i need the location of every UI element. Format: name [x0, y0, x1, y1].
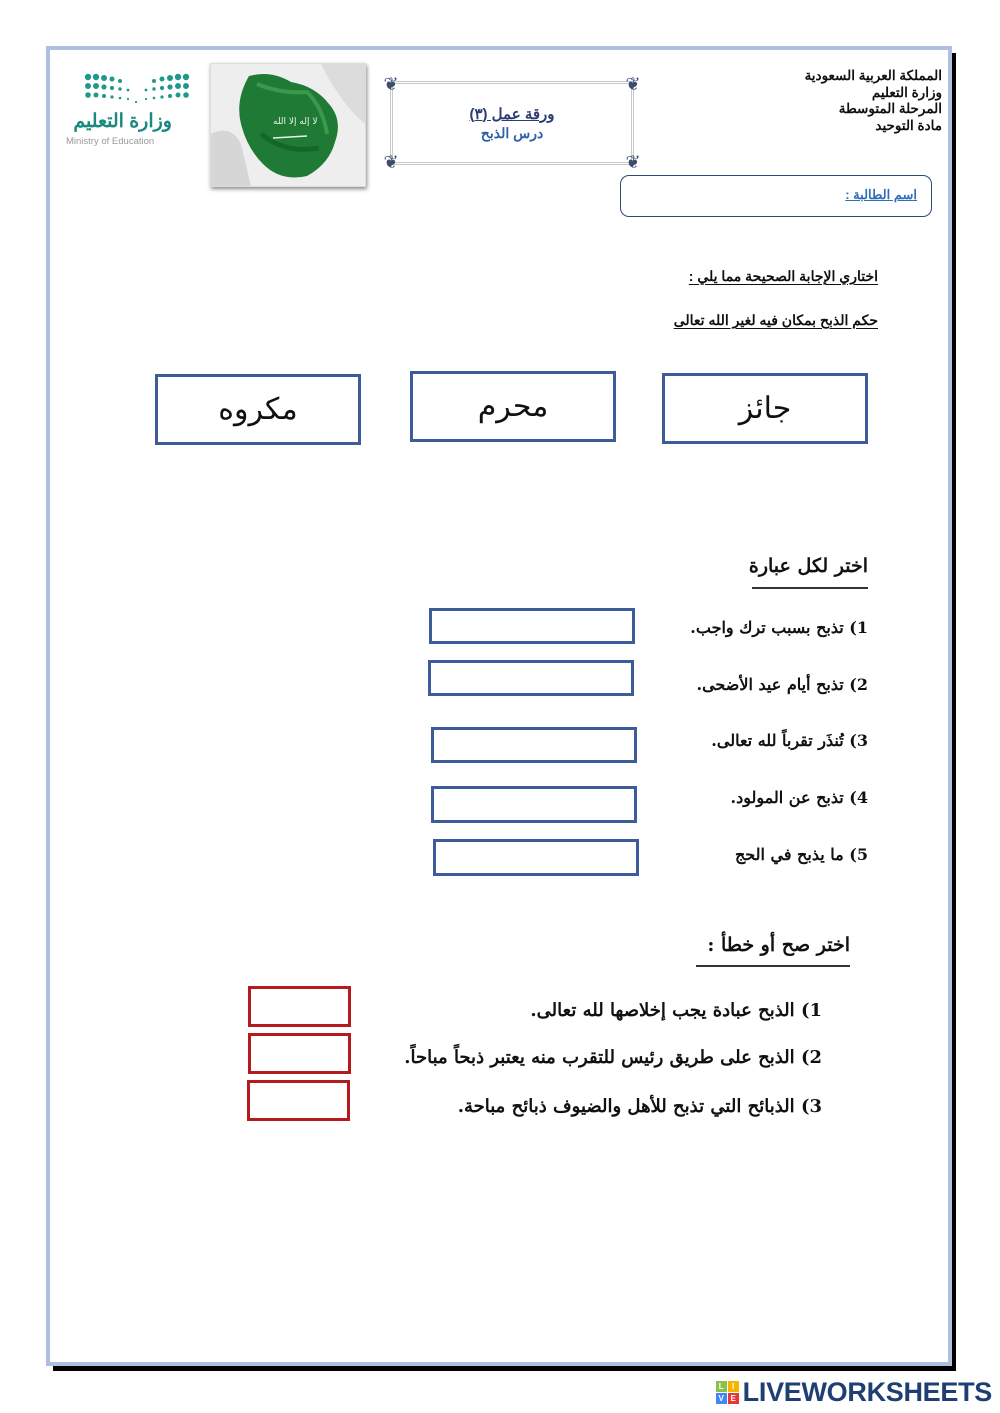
corner-ornament-icon: ❦: [383, 74, 399, 94]
svg-text:لا إله إلا الله: لا إله إلا الله: [273, 117, 318, 127]
tf-statement-1: 1) الذبح عبادة يجب إخلاصها لله تعالى.: [530, 1000, 822, 1021]
match-statement-2: 2) تذبح أيام عيد الأضحى.: [696, 675, 868, 694]
choice-option-1[interactable]: [662, 373, 868, 444]
section2-heading: اختر لكل عبارة: [748, 555, 868, 577]
header-info: [682, 68, 942, 134]
worksheet-title: ورقة عمل (٣): [469, 106, 555, 123]
match-statement-1: 1) تذبح بسبب ترك واجب.: [690, 618, 868, 637]
corner-ornament-icon: ❦: [625, 74, 641, 94]
choice-label: جائز: [738, 392, 792, 425]
choice-label: مكروه: [218, 393, 298, 426]
brand-tiles-icon: L I V E: [716, 1381, 739, 1404]
match-statement-4: 4) تذبح عن المولود.: [730, 788, 868, 807]
saudi-flag-image: [210, 63, 366, 187]
choice-option-3[interactable]: [155, 374, 361, 445]
section1-question: حكم الذبح بمكان فيه لغير الله تعالى: [673, 312, 878, 328]
info-line-stage: المرحلة المتوسطة: [838, 101, 942, 116]
match-answer-5[interactable]: [433, 839, 639, 876]
ministry-logo: [62, 70, 192, 150]
logo-english-text: Ministry of Education: [66, 136, 155, 147]
corner-ornament-icon: ❦: [383, 152, 399, 172]
section1-instruction: اختاري الإجابة الصحيحة مما يلي :: [688, 268, 878, 284]
choice-label: محرم: [477, 390, 549, 423]
match-answer-3[interactable]: [431, 727, 637, 763]
worksheet-page: [46, 46, 952, 1366]
info-line-subject: مادة التوحيد: [875, 117, 942, 133]
heading-underline: [696, 965, 850, 967]
tf-answer-3[interactable]: [247, 1080, 350, 1121]
info-line-ministry: وزارة التعليم: [871, 84, 942, 100]
liveworksheets-logo[interactable]: [716, 1377, 992, 1408]
tf-answer-2[interactable]: [248, 1033, 351, 1074]
student-name-field[interactable]: [620, 175, 932, 217]
tf-statement-3: 3) الذبائح التي تذبح للأهل والضيوف ذبائح مباحة.: [457, 1096, 822, 1117]
lesson-title: درس الذبح: [480, 125, 544, 141]
flag-map-icon: [211, 64, 365, 186]
logo-dots-icon: [82, 72, 192, 106]
tf-answer-1[interactable]: [248, 986, 351, 1027]
match-statement-3: 3) تُنذَر تقرباً لله تعالى.: [711, 731, 868, 750]
tf-statement-2: 2) الذبح على طريق رئيس للتقرب منه يعتبر ذبحاً مباحاً.: [404, 1047, 822, 1068]
corner-ornament-icon: ❦: [625, 152, 641, 172]
match-answer-1[interactable]: [429, 608, 635, 644]
heading-underline: [752, 587, 868, 589]
info-line-country: المملكة العربية السعودية: [804, 68, 942, 83]
logo-arabic-text: وزارة التعليم: [73, 111, 172, 132]
brand-text: LIVEWORKSHEETS: [742, 1377, 992, 1407]
match-answer-4[interactable]: [431, 786, 637, 823]
match-answer-2[interactable]: [428, 660, 634, 696]
choice-option-2[interactable]: [410, 371, 616, 442]
section3-heading: اختر صح أو خطأ :: [707, 934, 850, 956]
worksheet-title-frame: [380, 73, 644, 173]
match-statement-5: 5) ما يذبح في الحج: [734, 845, 868, 864]
student-name-label: اسم الطالبة :: [845, 187, 917, 202]
